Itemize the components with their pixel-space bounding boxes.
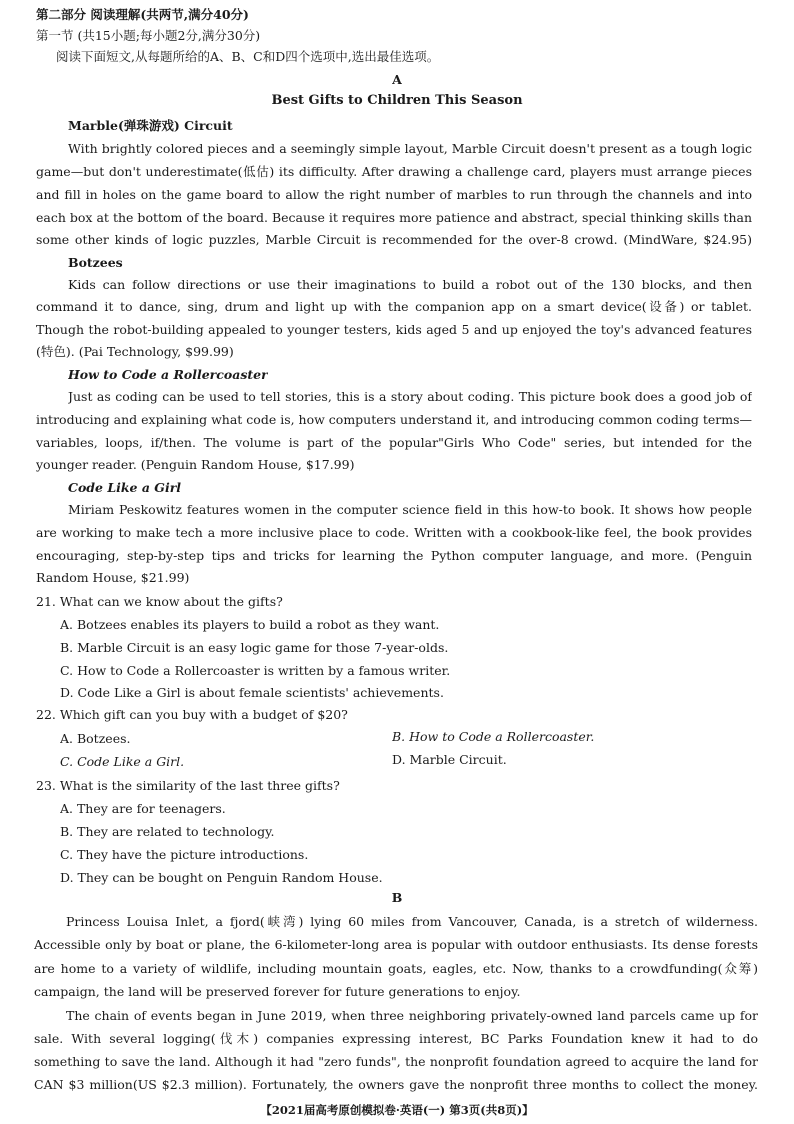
paragraph-line: Though the robot-building appealed to younger testers, kids aged 5 and up enjoyed the toy's advanced features <box>36 322 752 337</box>
question-option: A. Botzees. <box>60 731 131 746</box>
paragraph-line: Princess Louisa Inlet, a fjord(峡湾) lying 60 miles from Vancouver, Canada, is a stretch of wilderness. <box>66 914 758 929</box>
paragraph-line: command it to dance, sing, drum and light up with the companion app on a smart device(设备) or tablet. <box>36 299 752 314</box>
paragraph-line: some other kinds of logic puzzles, Marble Circuit is recommended for the over-8 crowd. (MindWare, $24.95) <box>36 232 752 247</box>
paragraph-line: sale. With several logging(伐木) companies expressing interest, BC Parks Foundation knew it had to do <box>34 1031 758 1046</box>
part-heading: 第二部分 阅读理解(共两节,满分40分) <box>36 7 249 22</box>
paragraph-line: variables, loops, if/then. The volume is part of the popular"Girls Who Code" series, but intended for the <box>36 435 752 450</box>
paragraph-line: are home to a variety of wildlife, including mountain goats, eagles, etc. Now, thanks to a crowdfunding(众筹) <box>34 961 758 976</box>
question-option: A. Botzees enables its players to build a robot as they want. <box>60 617 440 632</box>
paragraph-line: introducing and explaining what code is, how computers understand it, and introducing common coding terms— <box>36 412 752 427</box>
question-option: C. How to Code a Rollercoaster is written by a famous writer. <box>60 663 451 678</box>
instructions: 阅读下面短文,从每题所给的A、B、C和D四个选项中,选出最佳选项。 <box>56 49 440 64</box>
question-option: B. They are related to technology. <box>60 824 275 839</box>
paragraph-line: The chain of events began in June 2019, when three neighboring privately-owned land parcels came up for <box>66 1008 758 1023</box>
question-stem-22: 22. Which gift can you buy with a budget of $20? <box>36 707 348 722</box>
paragraph-line: and fill in holes on the game board to allow the right number of marbles to run through the channels and into <box>36 187 752 202</box>
paragraph-line: game—but don't underestimate(低估) its difficulty. After drawing a challenge card, players must arrange pieces <box>36 164 752 179</box>
paragraph-line: each box at the bottom of the board. Because it requires more patience and abstract, special thinking skills than <box>36 210 752 225</box>
gift-heading-botzees: Botzees <box>68 255 123 270</box>
question-option: C. Code Like a Girl. <box>60 754 185 769</box>
page-footer: 【2021届高考原创模拟卷·英语(一) 第3页(共8页)】 <box>260 1103 534 1117</box>
gift-heading-code-like-a-girl: Code Like a Girl <box>68 480 182 495</box>
question-option: D. Marble Circuit. <box>392 752 507 767</box>
gift-heading-rollercoaster: How to Code a Rollercoaster <box>68 367 268 382</box>
paragraph-line: encouraging, step-by-step tips and tricks for learning the Python computer language, and more. (Penguin <box>36 548 752 563</box>
paragraph-line: Just as coding can be used to tell stories, this is a story about coding. This picture book does a good job of <box>68 389 752 404</box>
paragraph-line: Random House, $21.99) <box>36 570 190 585</box>
paragraph-line: are working to make tech a more inclusive place to code. Written with a cookbook-like feel, the book provides <box>36 525 752 540</box>
question-option: A. They are for teenagers. <box>60 801 226 816</box>
section-heading: 第一节 (共15小题;每小题2分,满分30分) <box>36 28 261 43</box>
passage-b-label: B <box>391 890 403 905</box>
paragraph-line: campaign, the land will be preserved forever for future generations to enjoy. <box>34 984 521 999</box>
passage-a-label: A <box>392 72 402 87</box>
question-stem-23: 23. What is the similarity of the last three gifts? <box>36 778 340 793</box>
question-option: D. Code Like a Girl is about female scientists' achievements. <box>60 685 444 700</box>
paragraph-line: younger reader. (Penguin Random House, $17.99) <box>36 457 355 472</box>
question-option: C. They have the picture introductions. <box>60 847 309 862</box>
gift-heading-marble-circuit: Marble(弹珠游戏) Circuit <box>68 118 233 133</box>
question-option: D. They can be bought on Penguin Random House. <box>60 870 383 885</box>
question-stem-21: 21. What can we know about the gifts? <box>36 594 283 609</box>
paragraph-line: something to save the land. Although it had "zero funds", the nonprofit foundation agreed to acquire the land for <box>34 1054 758 1069</box>
paragraph-line: Miriam Peskowitz features women in the computer science field in this how-to book. It shows how people <box>68 502 752 517</box>
paragraph-line: With brightly colored pieces and a seemingly simple layout, Marble Circuit doesn't present as a tough logic <box>68 141 752 156</box>
paragraph-line: (特色). (Pai Technology, $99.99) <box>36 344 234 359</box>
question-option: B. How to Code a Rollercoaster. <box>392 729 595 744</box>
passage-a-title: Best Gifts to Children This Season <box>271 93 523 108</box>
paragraph-line: CAN $3 million(US $2.3 million). Fortunately, the owners gave the nonprofit three months to collect the money. <box>34 1077 758 1092</box>
paragraph-line: Kids can follow directions or use their imaginations to build a robot out of the 130 blocks, and then <box>68 277 752 292</box>
question-option: B. Marble Circuit is an easy logic game for those 7-year-olds. <box>60 640 449 655</box>
paragraph-line: Accessible only by boat or plane, the 6-kilometer-long area is popular with outdoor enthusiasts. Its dense forests <box>34 937 758 952</box>
